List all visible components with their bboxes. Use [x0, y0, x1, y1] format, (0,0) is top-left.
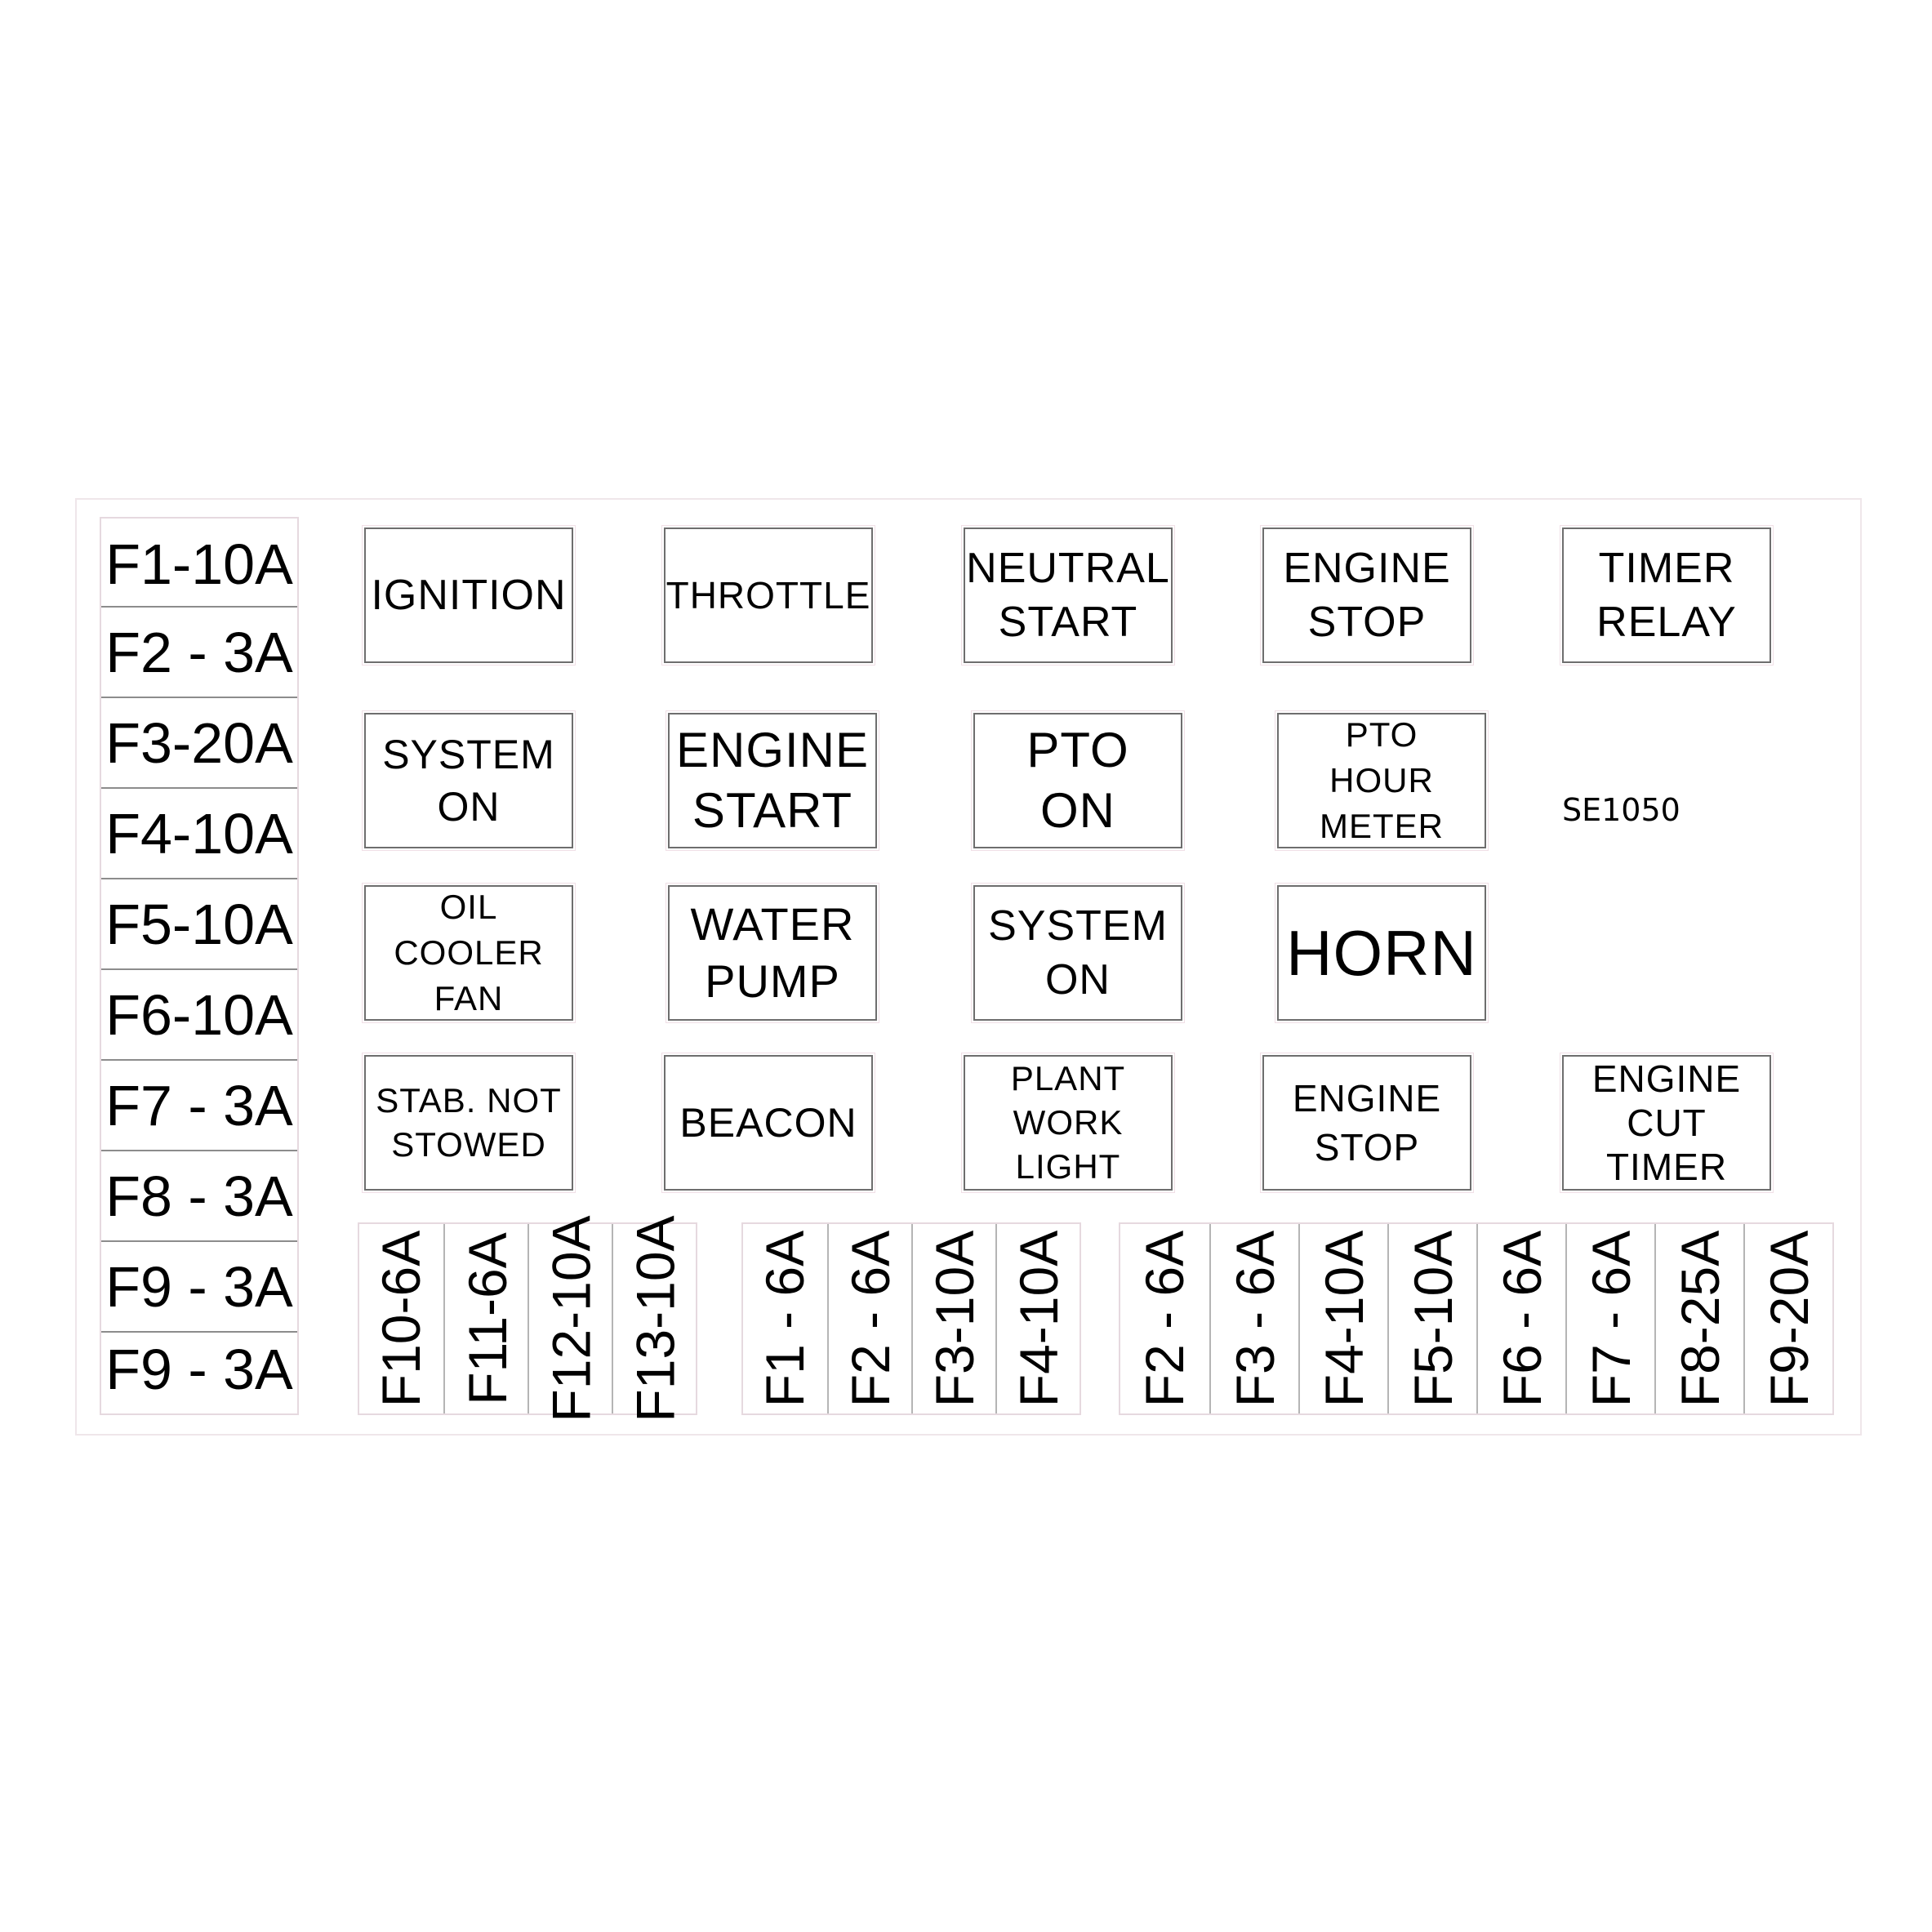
strip-a-fuse-1: F10-6A	[371, 1230, 432, 1408]
strip-c-fuse-2: F3 - 6A	[1209, 1224, 1300, 1413]
strip-b-fuse-2: F2 - 6A	[827, 1224, 913, 1413]
fuse-strip-c	[1119, 1222, 1834, 1415]
pto-hour-meter-label: PTO HOUR METER	[1277, 713, 1486, 848]
left-fuse-4: F4-10A	[105, 801, 293, 866]
strip-c-fuse-3: F4-10A	[1298, 1224, 1389, 1413]
pto-on-label: PTO ON	[973, 713, 1182, 848]
left-fuse-8: F8 - 3A	[105, 1164, 293, 1228]
system-on-label-2: SYSTEM ON	[973, 885, 1182, 1021]
engine-stop-label-2: ENGINE STOP	[1262, 1055, 1471, 1191]
left-fuse-3: F3-20A	[105, 710, 293, 775]
strip-c-fuse-1: F2 - 6A	[1134, 1230, 1195, 1408]
strip-c-fuse-5: F6 - 6A	[1476, 1224, 1567, 1413]
stab-not-stowed-label: STAB. NOT STOWED	[364, 1055, 573, 1191]
strip-c-fuse-6: F7 - 6A	[1565, 1224, 1656, 1413]
engine-stop-label: ENGINE STOP	[1262, 528, 1471, 663]
plant-work-light-label: PLANT WORK LIGHT	[964, 1055, 1173, 1191]
engine-start-label: ENGINE START	[668, 713, 877, 848]
horn-label: HORN	[1277, 885, 1486, 1021]
system-on-label: SYSTEM ON	[364, 713, 573, 848]
water-pump-label: WATER PUMP	[668, 885, 877, 1021]
beacon-label: BEACON	[664, 1055, 873, 1191]
ignition-label: IGNITION	[364, 528, 573, 663]
strip-b-fuse-4: F4-10A	[995, 1224, 1081, 1413]
strip-b-fuse-1: F1 - 6A	[755, 1230, 816, 1408]
strip-b-fuse-3: F3-10A	[911, 1224, 997, 1413]
strip-a-fuse-2: F11-6A	[443, 1224, 529, 1413]
fuse-strip-a	[358, 1215, 697, 1422]
timer-relay-label: TIMER RELAY	[1562, 528, 1771, 663]
part-code: SE1050	[1562, 792, 1680, 828]
left-fuse-2: F2 - 3A	[105, 620, 293, 684]
oil-cooler-fan-label: OIL COOLER FAN	[364, 885, 573, 1021]
left-fuse-column	[100, 517, 299, 1415]
strip-c-fuse-8: F9-20A	[1743, 1224, 1834, 1413]
strip-c-fuse-4: F5-10A	[1387, 1224, 1478, 1413]
left-fuse-7: F7 - 3A	[105, 1073, 293, 1137]
left-fuse-5: F5-10A	[105, 892, 293, 956]
left-fuse-9: F9 - 3A	[105, 1254, 293, 1319]
fuse-strip-b	[741, 1222, 1081, 1415]
strip-a-fuse-4: F13-10A	[612, 1224, 697, 1413]
strip-c-fuse-7: F8-25A	[1654, 1224, 1745, 1413]
neutral-start-label: NEUTRAL START	[964, 528, 1173, 663]
left-fuse-6: F6-10A	[105, 982, 293, 1047]
throttle-label: THROTTLE	[664, 528, 873, 663]
strip-a-fuse-3: F12-10A	[528, 1224, 613, 1413]
left-fuse-1: F1-10A	[105, 532, 293, 596]
left-fuse-10: F9 - 3A	[105, 1337, 293, 1401]
engine-cut-timer-label: ENGINE CUT TIMER	[1562, 1055, 1771, 1191]
